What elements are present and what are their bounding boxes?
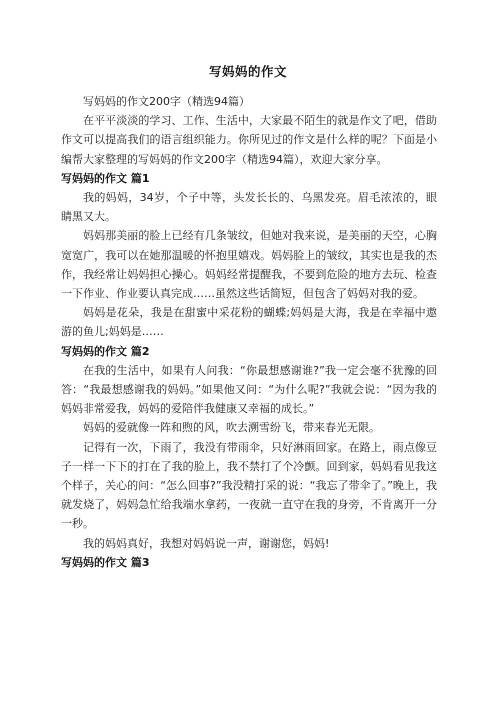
paragraph: 在平平淡淡的学习、工作、生活中，大家最不陌生的就是作文了吧，借助作文可以提高我们的语言组织能力。你所见过的作文是什么样的呢？下面是小编帮大家整理的写妈妈的作文200字（精选94篇），欢迎大家分享。	[61, 114, 437, 166]
paragraph: 我的妈妈，34岁，个子中等，头发长长的、乌黑发亮。眉毛浓浓的，眼睛黑又大。	[61, 191, 437, 224]
paragraph: 妈妈是花朵，我是在甜蜜中采花粉的蝴蝶;妈妈是大海，我是在幸福中遨游的鱼儿;妈妈是……	[61, 306, 437, 339]
page-title: 写妈妈的作文	[208, 64, 287, 79]
document-body	[61, 92, 437, 572]
paragraph: 写妈妈的作文200字（精选94篇）	[83, 95, 250, 108]
paragraph: 我的妈妈真好，我想对妈妈说一声，谢谢您，妈妈!	[83, 536, 330, 550]
paragraph: 记得有一次，下雨了，我没有带雨伞，只好淋雨回家。在路上，雨点像豆子一样一下下的打在了我的脸上，我不禁打了个冷颤。回到家，妈妈看见我这个样子，关心的问：“怎么回事?”我没精打采的说：“我忘了带伞了。”晚上，我就发烧了，妈妈急忙给我端水拿药，一夜就一直守在我的身旁，不肯离开一分一秒。	[61, 440, 437, 531]
section-heading: 写妈妈的作文 篇1	[61, 171, 150, 185]
paragraph: 在我的生活中，如果有人问我：“你最想感谢谁?”我一定会毫不犹豫的回答：“我最想感谢我的妈妈。”如果他又问：“为什么呢?”我就会说：“因为我的妈妈非常爱我，妈妈的爱陪伴我健康又幸福的成长。”	[61, 363, 437, 416]
paragraph: 妈妈那美丽的脸上已经有几条皱纹，但她对我来说，是美丽的天空，心胸宽宽广，我可以在她那温暖的怀抱里嬉戏。妈妈脸上的皱纹，其实也是我的杰作，我经常让妈妈担心操心。妈妈经常提醒我，不要到危险的地方去玩、检查一下作业、作业要认真完成……虽然这些话简短，但包含了妈妈对我的爱。	[61, 229, 437, 301]
section-heading: 写妈妈的作文 篇3	[61, 555, 150, 569]
paragraph: 妈妈的爱就像一阵和煦的风，吹去溯雪纷飞，带来春光无限。	[83, 421, 380, 435]
section-heading: 写妈妈的作文 篇2	[61, 344, 150, 358]
